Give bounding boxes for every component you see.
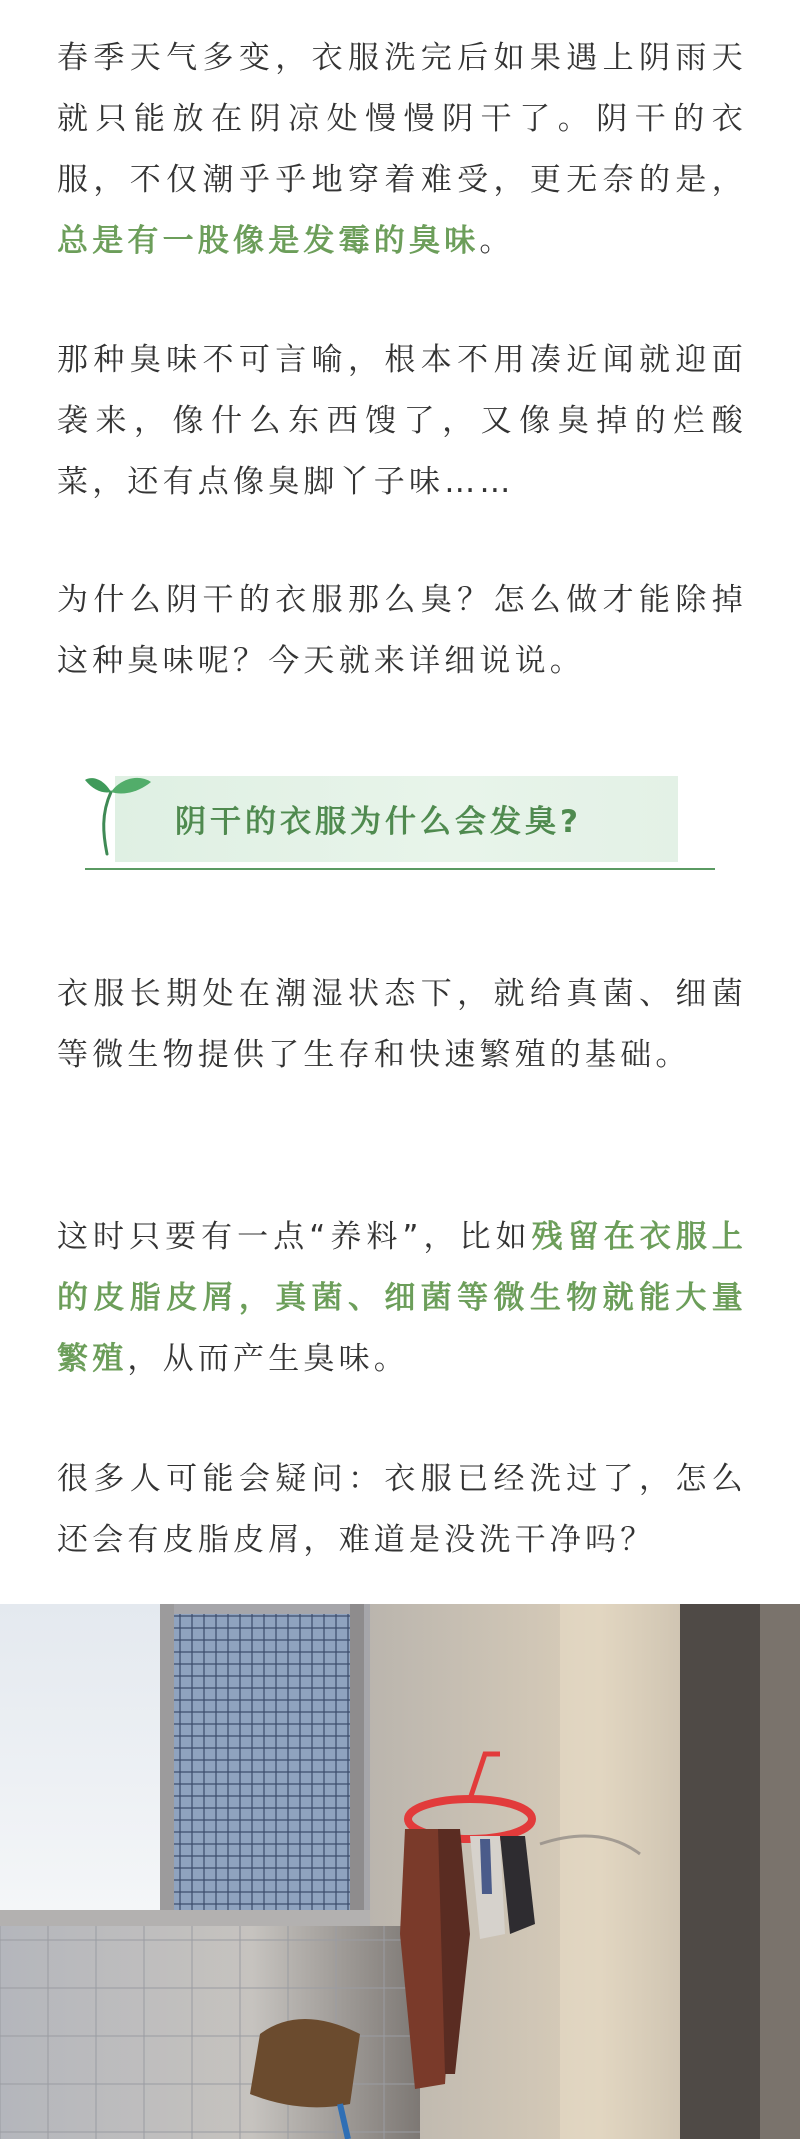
laundry-photo: [0, 1604, 800, 2139]
heading-underline: [85, 868, 715, 870]
paragraph-text: 衣服长期处在潮湿状态下，就给真菌、细菌等微生物提供了生存和快速繁殖的基础。: [57, 976, 747, 1073]
paragraph-text: 这时只要有一点“养料”，比如: [57, 1219, 532, 1255]
paragraph-intro: [57, 28, 747, 272]
paragraph-doubt: [57, 1449, 747, 1571]
section-heading-text: 阴干的衣服为什么会发臭?: [175, 804, 582, 840]
sprout-icon: [85, 764, 155, 864]
paragraph-text: 那种臭味不可言喻，根本不用凑近闻就迎面袭来，像什么东西馊了，又像臭掉的烂酸菜，还有点像臭脚丫子味……: [57, 342, 747, 500]
highlighted-text: 总是有一股像是发霉的臭味: [57, 223, 480, 259]
section-heading: [85, 770, 715, 880]
paragraph-smell: [57, 330, 747, 513]
paragraph-text: ，从而产生臭味。: [127, 1341, 410, 1377]
paragraph-question: [57, 570, 747, 692]
paragraph-text: 。: [479, 223, 515, 259]
paragraph-moisture: [57, 964, 747, 1086]
paragraph-text: 春季天气多变，衣服洗完后如果遇上阴雨天就只能放在阴凉处慢慢阴干了。阴干的衣服，不仅潮乎乎地穿着难受，更无奈的是，: [57, 40, 747, 198]
paragraph-text: 为什么阴干的衣服那么臭？怎么做才能除掉这种臭味呢？今天就来详细说说。: [57, 582, 747, 679]
paragraph-nutrients: [57, 1207, 747, 1390]
paragraph-text: 很多人可能会疑问：衣服已经洗过了，怎么还会有皮脂皮屑，难道是没洗干净吗？: [57, 1461, 747, 1558]
highlighted-text: 残留在衣服上的皮脂皮屑，真菌、细菌等微生物就能大量繁殖: [57, 1219, 748, 1377]
